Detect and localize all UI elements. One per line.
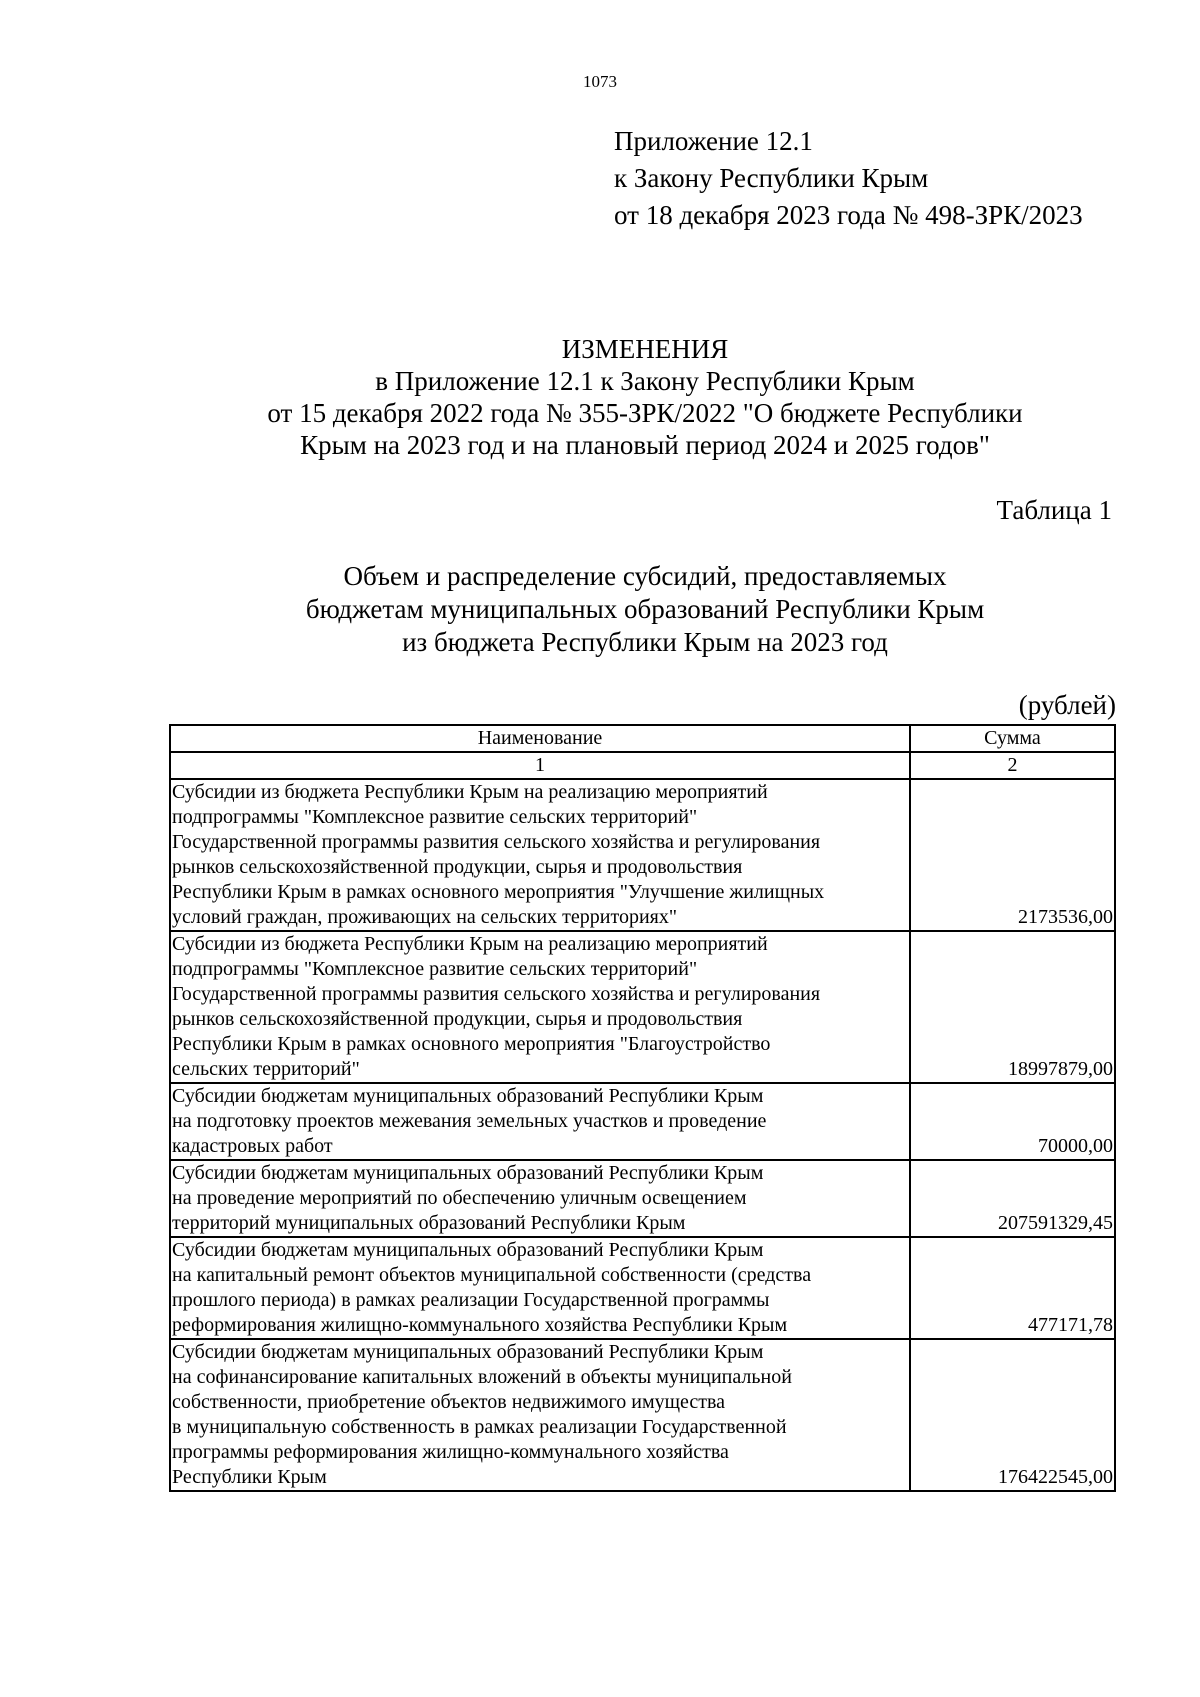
table-title-line: Объем и распределение субсидий, предоставляемых (343, 561, 947, 591)
table-label: Таблица 1 (996, 495, 1112, 525)
column-number: 2 (910, 752, 1115, 779)
title-line: в Приложение 12.1 к Закону Республики Крым (375, 366, 915, 396)
table-row (170, 931, 1115, 1083)
column-number: 1 (170, 752, 910, 779)
header-sum: Сумма (910, 725, 1115, 752)
header-name: Наименование (170, 725, 910, 752)
table-row (170, 1083, 1115, 1160)
table-title-line: бюджетам муниципальных образований Республики Крым (305, 594, 985, 624)
appendix-line: к Закону Республики Крым (614, 163, 929, 193)
table-row (170, 1339, 1115, 1491)
row-name: Субсидии из бюджета Республики Крым на реализацию мероприятий подпрограммы "Комплексное развитие сельских территорий" Государственной программы развития сельского хозяйства и регулирования рынков сельскохозяйственной продукции, сырья и продовольствия Республики Крым в рамках основного мероприятия "Благоустройство сельских территорий" (170, 931, 910, 1083)
column-number-row (170, 752, 1115, 779)
row-amount: 18997879,00 (910, 931, 1115, 1083)
title-line: Крым на 2023 год и на плановый период 2024 и 2025 годов" (300, 430, 990, 460)
row-name: Субсидии бюджетам муниципальных образований Республики Крым на подготовку проектов межевания земельных участков и проведение кадастровых работ (170, 1083, 910, 1160)
title-line: от 15 декабря 2022 года № 355-ЗРК/2022 "О бюджете Республики (267, 398, 1023, 428)
row-amount: 70000,00 (910, 1083, 1115, 1160)
table-row (170, 1160, 1115, 1237)
table-title (150, 560, 1140, 659)
page-number: 1073 (583, 72, 617, 91)
row-amount: 2173536,00 (910, 779, 1115, 931)
row-amount: 176422545,00 (910, 1339, 1115, 1491)
appendix-reference (614, 123, 1083, 234)
row-name: Субсидии из бюджета Республики Крым на реализацию мероприятий подпрограммы "Комплексное развитие сельских территорий" Государственной программы развития сельского хозяйства и регулирования рынков сельскохозяйственной продукции, сырья и продовольствия Республики Крым в рамках основного мероприятия "Улучшение жилищных условий граждан, проживающих на сельских территориях" (170, 779, 910, 931)
table-title-line: из бюджета Республики Крым на 2023 год (402, 627, 888, 657)
appendix-line: от 18 декабря 2023 года № 498-ЗРК/2023 (614, 200, 1083, 230)
appendix-line: Приложение 12.1 (614, 126, 813, 156)
row-name: Субсидии бюджетам муниципальных образований Республики Крым на капитальный ремонт объектов муниципальной собственности (средства прошлого периода) в рамках реализации Государственной программы реформирования жилищно-коммунального хозяйства Республики Крым (170, 1237, 910, 1339)
row-amount: 477171,78 (910, 1237, 1115, 1339)
units-label: (рублей) (1018, 690, 1116, 720)
row-name: Субсидии бюджетам муниципальных образований Республики Крым на софинансирование капитальных вложений в объекты муниципальной собственности, приобретение объектов недвижимого имущества в муниципальную собственность в рамках реализации Государственной программы реформирования жилищно-коммунального хозяйства Республики Крым (170, 1339, 910, 1491)
document-title (150, 333, 1140, 461)
table-row (170, 779, 1115, 931)
table-header-row (170, 725, 1115, 752)
row-amount: 207591329,45 (910, 1160, 1115, 1237)
subsidies-table (169, 724, 1116, 1492)
row-name: Субсидии бюджетам муниципальных образований Республики Крым на проведение мероприятий по обеспечению уличным освещением территорий муниципальных образований Республики Крым (170, 1160, 910, 1237)
table-row (170, 1237, 1115, 1339)
title-line: ИЗМЕНЕНИЯ (561, 334, 729, 364)
